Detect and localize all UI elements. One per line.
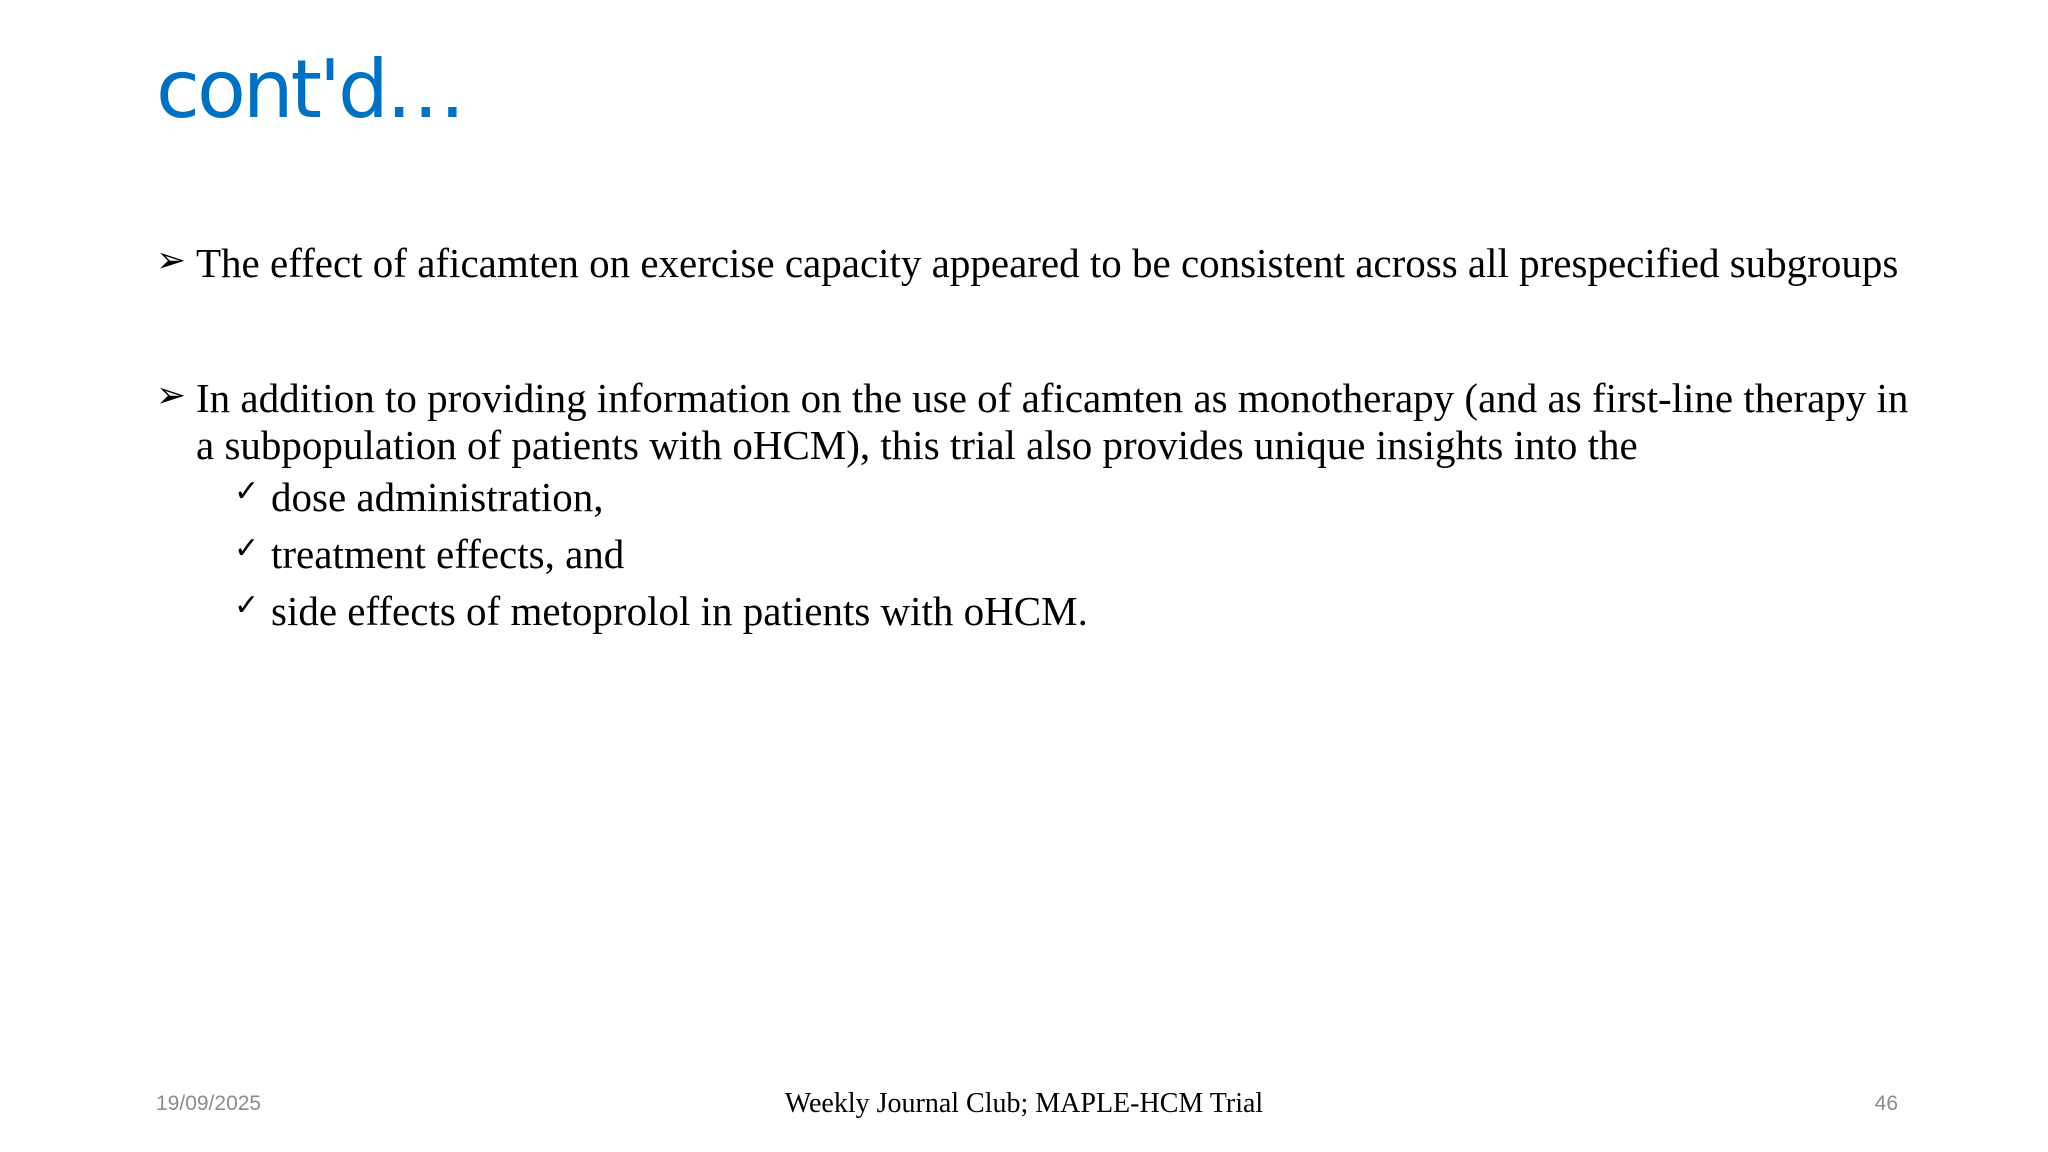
sublist-item <box>234 588 1916 635</box>
sublist-item <box>234 474 1916 521</box>
arrow-bullet-icon: ➢ <box>156 240 187 281</box>
sublist-item-text: dose administration, <box>271 474 604 520</box>
bullet-text: The effect of aficamten on exercise capacity appeared to be consistent across all prespecified subgroups <box>196 240 1899 286</box>
footer-title: Weekly Journal Club; MAPLE-HCM Trial <box>784 1088 1264 1119</box>
checkmark-icon: ✓ <box>234 588 260 623</box>
arrow-bullet-icon: ➢ <box>156 375 187 416</box>
bullet-item <box>156 375 1916 469</box>
checkmark-sublist <box>156 474 1916 635</box>
sublist-item <box>234 531 1916 578</box>
slide-title: cont'd… <box>156 43 463 136</box>
sublist-item-text: treatment effects, and <box>271 531 625 577</box>
bullet-text: In addition to providing information on the use of aficamten as monotherapy (and as first-line therapy in a subpopulation of patients with oHCM), this trial also provides unique insights into the <box>196 375 1909 468</box>
checkmark-icon: ✓ <box>234 474 260 509</box>
slide-content <box>156 240 1916 645</box>
sublist-item-text: side effects of metoprolol in patients with oHCM. <box>271 588 1088 634</box>
footer-date: 19/09/2025 <box>156 1092 262 1115</box>
slide-page-number: 46 <box>1874 1092 1898 1115</box>
bullet-item <box>156 240 1916 287</box>
checkmark-icon: ✓ <box>234 531 260 566</box>
